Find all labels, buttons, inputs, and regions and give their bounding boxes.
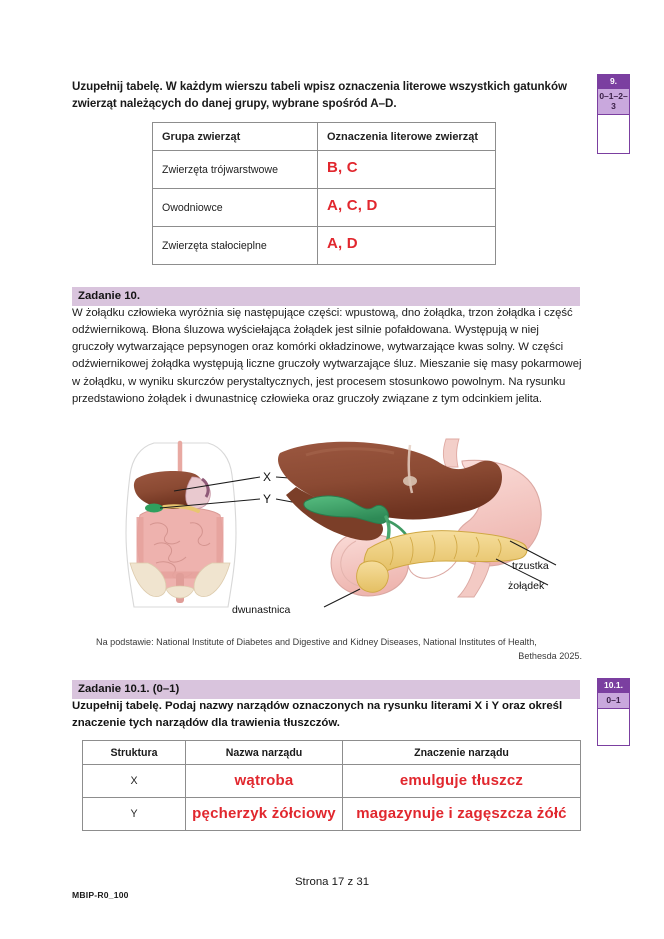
score-box-blank[interactable] [598,115,629,153]
task-10-1-answer-table [82,740,581,831]
score-box-task-10-1 [597,678,630,746]
column-header-organ-name: Nazwa narządu [186,741,343,765]
task-10-header-band: Zadanie 10. [72,287,580,306]
answer-cell[interactable] [318,227,496,265]
organ-role-cell[interactable] [343,798,581,831]
handwritten-answer: emulguje tłuszcz [399,772,524,789]
score-box-number: 10.1. [598,679,629,693]
column-header-letters: Oznaczenia literowe zwierząt [318,123,496,151]
figure-label-y: Y [263,492,272,506]
score-box-task-9 [597,74,630,154]
answer-cell[interactable] [318,151,496,189]
structure-label: X [83,765,186,798]
structure-label: Y [83,798,186,831]
score-box-points: 0–1–2–3 [598,89,629,115]
figure-label-stomach: żołądek [508,580,545,592]
handwritten-answer: B, C [327,159,358,176]
footer-page-number: Strona 17 z 31 [294,876,370,888]
table-row [83,798,581,831]
handwritten-answer: A, D [327,235,358,252]
table-row [153,151,496,189]
column-header-organ-role: Znaczenie narządu [343,741,581,765]
organ-role-cell[interactable] [343,765,581,798]
score-box-points: 0–1 [598,693,629,709]
organ-name-cell[interactable] [186,765,343,798]
animal-group-label: Zwierzęta stałocieplne [153,227,318,265]
digestive-system-figure [110,437,580,617]
footer-document-code: MBIP-R0_100 [72,890,129,900]
handwritten-answer: wątroba [234,772,294,789]
figure-label-pancreas: trzustka [512,560,549,572]
handwritten-answer: magazynuje i zagęszcza żółć [356,805,567,822]
source-line-2: Bethesda 2025. [518,650,582,661]
table-row [83,765,581,798]
figure-label-x: X [263,470,272,484]
source-line-1: Na podstawie: National Institute of Diabetes and Digestive and Kidney Diseases, National Institutes of Health, [96,637,537,647]
handwritten-answer: pęcherzyk żółciowy [192,805,336,822]
score-box-blank[interactable] [598,709,629,745]
task-10-1-instruction: Uzupełnij tabelę. Podaj nazwy narządów oznaczonych na rysunku literami X i Y oraz określ znaczenie tych narządów dla trawienia tłuszczów. [72,700,563,729]
digestive-system-illustration [110,437,580,617]
column-header-structure: Struktura [83,741,186,765]
task9-answer-table [152,122,496,265]
organ-detail-group [278,439,541,597]
answer-cell[interactable] [318,189,496,227]
table-row [153,189,496,227]
organ-name-cell[interactable] [186,798,343,831]
task9-instruction: Uzupełnij tabelę. W każdym wierszu tabeli wpisz oznaczenia literowe wszystkich gatunków zwierząt należących do danej grupy, wybrane spośród A–D. [72,80,567,111]
task-10-body-text: W żołądku człowieka wyróżnia się następujące części: wpustową, dno żołądka, trzon żołądka i część odźwiernikową. Błona śluzowa wyściełająca żołądek jest silnie pofałdowana. Występują w niej gruczoły wytwarzające pepsynogen oraz komórki okładzinowe, wytwarzające kwas solny. W części odźwiernikowej żołądka występują liczne gruczoły wytwarzające śluz. Mieszanie się masy pokarmowej w żołądku, w wyniku skurczów perystaltycznych, jest procesem stosunkowo powolnym. Na rysunku przedstawiono żołądek i dwunastnicę człowieka oraz gruczoły związane z tym odcinkiem jelita. [72,307,582,405]
handwritten-answer: A, C, D [327,197,378,214]
task-10-1-header-band: Zadanie 10.1. (0–1) [72,680,580,699]
score-box-number: 9. [598,75,629,89]
table-header-row [83,741,581,765]
figure-source-citation [96,636,582,663]
table-row [153,227,496,265]
column-header-group: Grupa zwierząt [153,123,318,151]
animal-group-label: Zwierzęta trójwarstwowe [153,151,318,189]
animal-group-label: Owodniowce [153,189,318,227]
torso-silhouette [126,443,236,607]
table-header-row [153,123,496,151]
figure-label-duodenum: dwunastnica [232,604,291,616]
